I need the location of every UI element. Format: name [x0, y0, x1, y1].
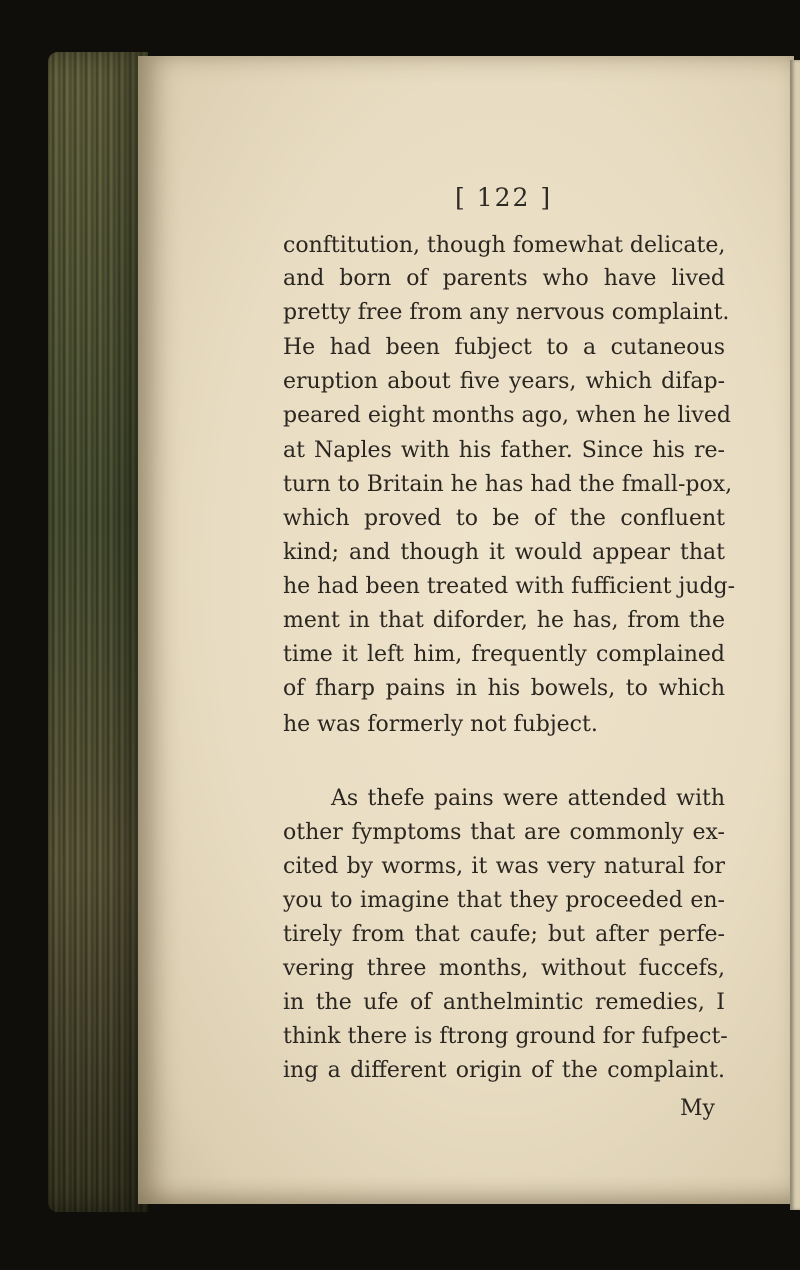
text-line: think there is ftrong ground for fufpect-: [283, 1024, 728, 1049]
text-line: ing a different origin of the complaint.: [283, 1058, 725, 1083]
text-line: you to imagine that they proceeded en-: [283, 888, 725, 913]
page-right-edge: [790, 60, 800, 1210]
text-line: vering three months, without fuccefs,: [283, 956, 725, 981]
text-line-indented: As thefe pains were attended with: [331, 786, 725, 811]
book-binding: [48, 52, 148, 1212]
text-line: eruption about five years, which difap-: [283, 369, 725, 394]
text-line: cited by worms, it was very natural for: [283, 854, 725, 879]
text-line: turn to Britain he has had the fmall-pox,: [283, 472, 733, 497]
catchword: My: [680, 1096, 715, 1121]
page-number-header: [ 122 ]: [455, 183, 553, 212]
text-line: conftitution, though fomewhat delicate,: [283, 233, 726, 258]
text-line: time it left him, frequently complained: [283, 642, 725, 667]
text-line: peared eight months ago, when he lived: [283, 403, 731, 428]
text-line: at Naples with his father. Since his re-: [283, 438, 725, 463]
text-line: and born of parents who have lived: [283, 266, 725, 291]
text-line: tirely from that caufe; but after perfe-: [283, 922, 725, 947]
text-line: which proved to be of the confluent: [283, 506, 725, 531]
text-line: kind; and though it would appear that: [283, 540, 725, 565]
text-line: he had been treated with fufficient judg-: [283, 574, 736, 599]
text-line: of fharp pains in his bowels, to which: [283, 676, 725, 701]
text-line: ment in that diforder, he has, from the: [283, 608, 725, 633]
text-line: He had been fubject to a cutaneous: [283, 335, 725, 360]
text-line: in the ufe of anthelmintic remedies, I: [283, 990, 725, 1015]
text-line: pretty free from any nervous complaint.: [283, 300, 730, 325]
text-line-last: he was formerly not fubject.: [283, 712, 598, 737]
text-line: other fymptoms that are commonly ex-: [283, 820, 725, 845]
